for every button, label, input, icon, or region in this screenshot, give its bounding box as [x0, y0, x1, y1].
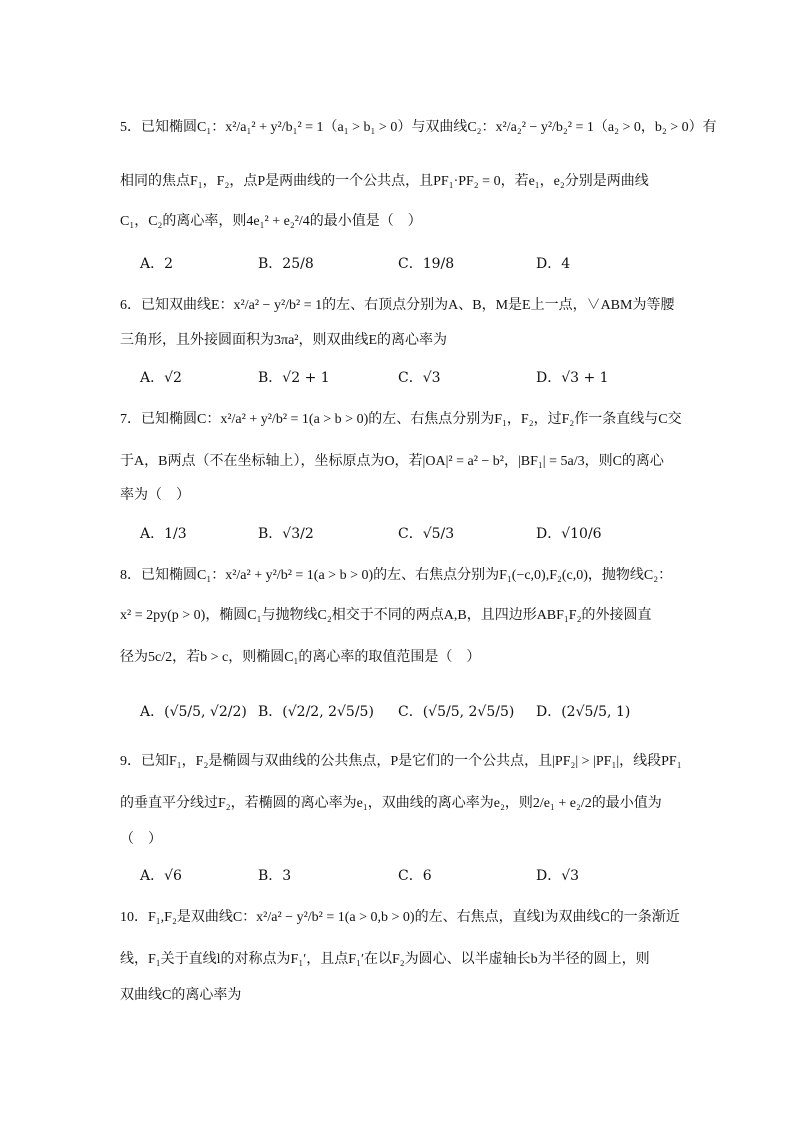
option-c: C．19/8 [398, 256, 455, 272]
option-b: B．25/8 [258, 256, 314, 272]
option-c: C．√5/3 [398, 526, 455, 542]
question-text-line: 三角形，且外接圆面积为3πa²，则双曲线E的离心率为 [120, 333, 448, 348]
question-text-line: 相同的焦点F₁，F₂，点P是两曲线的一个公共点，且PF₁·PF₂ = 0，若e₁，e₂分别是两曲线 [120, 174, 649, 189]
option-c: C．6 [398, 868, 432, 884]
option-d: D．√3 + 1 [536, 370, 609, 386]
option-a: A．2 [140, 256, 174, 272]
question-text-line: 双曲线C的离心率为 [120, 988, 242, 1003]
question-text-line: x² = 2py(p > 0)，椭圆C₁与抛物线C₂相交于不同的两点A,B，且四边形ABF₁F₂的外接圆直 [120, 608, 652, 623]
option-c: C．(√5/5, 2√5/5) [398, 704, 515, 720]
question-text-line: 8．已知椭圆C₁：x²/a² + y²/b² = 1(a > b > 0)的左、右焦点分别为F₁(−c,0),F₂(c,0)，抛物线C₂： [120, 568, 673, 583]
option-a: A．√6 [140, 868, 182, 884]
question-text-line: 6．已知双曲线E：x²/a² − y²/b² = 1的左、右顶点分别为A、B，M是E上一点，∨ABM为等腰 [120, 298, 675, 313]
question-text-line: 9．已知F₁，F₂是椭圆与双曲线的公共焦点，P是它们的一个公共点，且|PF₂| > |PF₁|，线段PF₁ [120, 754, 682, 769]
question-text-line: C₁，C₂的离心率，则4e₁² + e₂²/4的最小值是（ ） [120, 214, 422, 229]
question-text-line: 于A，B两点（不在坐标轴上），坐标原点为O，若|OA|² = a² − b²，|BF₁| = 5a/3，则C的离心 [120, 454, 664, 469]
option-c: C．√3 [398, 370, 441, 386]
option-b: B．3 [258, 868, 292, 884]
option-a: A．1/3 [140, 526, 187, 542]
option-b: B．√3/2 [258, 526, 314, 542]
question-text-line: 径为5c/2，若b > c，则椭圆C₁的离心率的取值范围是（ ） [120, 650, 481, 665]
question-text-line: 的垂直平分线过F₂，若椭圆的离心率为e₁，双曲线的离心率为e₂，则2/e₁ + e₂/2的最小值为 [120, 796, 662, 811]
option-b: B．(√2/2, 2√5/5) [258, 704, 374, 720]
option-d: D．√10/6 [536, 526, 602, 542]
option-d: D．4 [536, 256, 571, 272]
question-text-line: 10．F₁,F₂是双曲线C：x²/a² − y²/b² = 1(a > 0,b > 0)的左、右焦点，直线l为双曲线C的一条渐近 [120, 910, 680, 925]
question-text-line: 线，F₁关于直线l的对称点为F₁′，且点F₁′在以F₂为圆心、以半虚轴长b为半径的圆上，则 [120, 952, 650, 967]
option-a: A．√2 [140, 370, 182, 386]
option-b: B．√2 + 1 [258, 370, 330, 386]
question-text-line: 7．已知椭圆C：x²/a² + y²/b² = 1(a > b > 0)的左、右焦点分别为F₁，F₂，过F₂作一条直线与C交 [120, 412, 682, 427]
option-d: D．√3 [536, 868, 580, 884]
option-a: A．(√5/5, √2/2) [140, 704, 247, 720]
option-d: D．(2√5/5, 1) [536, 704, 631, 720]
question-text-line: 率为（ ） [120, 488, 190, 503]
question-text-line: 5．已知椭圆C₁：x²/a₁² + y²/b₁² = 1（a₁ > b₁ > 0）与双曲线C₂：x²/a₂² − y²/b₂² = 1（a₂ > 0，b₂ > 0）有 [120, 120, 717, 135]
question-text-line: （ ） [120, 832, 162, 847]
